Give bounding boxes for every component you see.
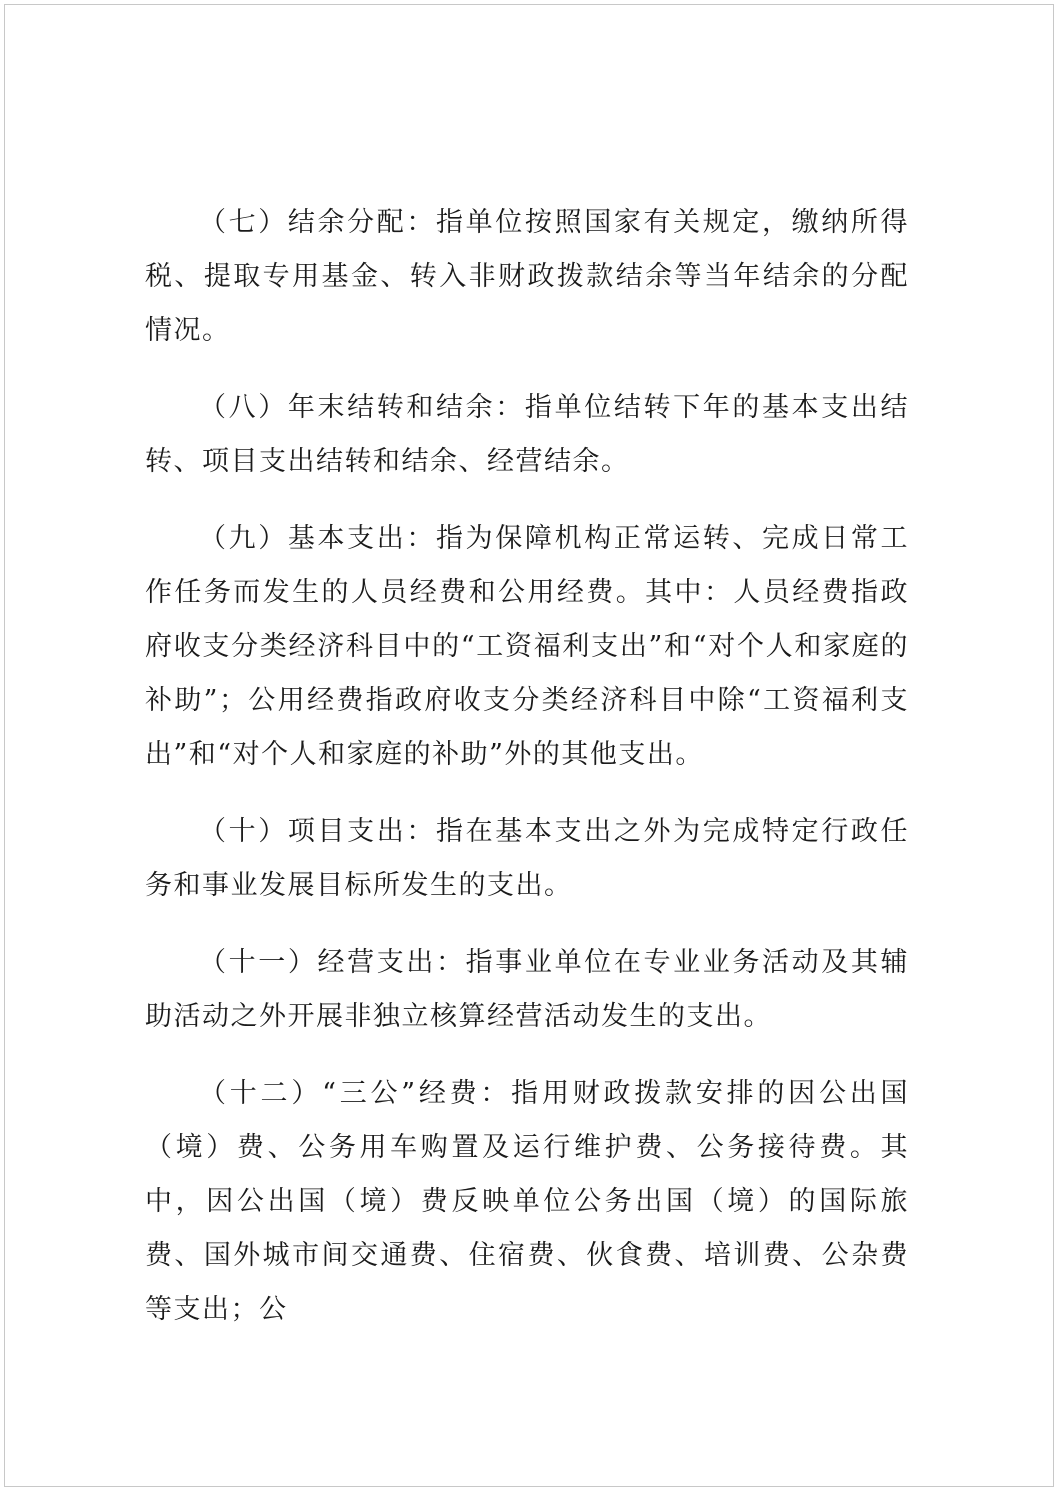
paragraph-three-public-expenses: （十二）“三公”经费：指用财政拨款安排的因公出国（境）费、公务用车购置及运行维护费、公务接待费。其中，因公出国（境）费反映单位公务出国（境）的国际旅费、国外城市间交通费、住宿费、伙食费、培训费、公杂费等支出；公 <box>145 1078 909 1325</box>
paragraph-project-expenditure: （十）项目支出：指在基本支出之外为完成特定行政任务和事业发展目标所发生的支出。 <box>145 816 909 901</box>
paragraph-operating-expenditure: （十一）经营支出：指事业单位在专业业务活动及其辅助活动之外开展非独立核算经营活动发生的支出。 <box>145 947 909 1032</box>
paragraph-year-end-carryover: （八）年末结转和结余：指单位结转下年的基本支出结转、项目支出结转和结余、经营结余。 <box>145 392 909 477</box>
paragraph-surplus-distribution: （七）结余分配：指单位按照国家有关规定，缴纳所得税、提取专用基金、转入非财政拨款结余等当年结余的分配情况。 <box>145 207 909 346</box>
document-body <box>145 196 909 1360</box>
paragraph-basic-expenditure: （九）基本支出：指为保障机构正常运转、完成日常工作任务而发生的人员经费和公用经费。其中：人员经费指政府收支分类经济科目中的“工资福利支出”和“对个人和家庭的补助”；公用经费指政府收支分类经济科目中除“工资福利支出”和“对个人和家庭的补助”外的其他支出。 <box>145 523 909 770</box>
document-page <box>4 4 1054 1487</box>
